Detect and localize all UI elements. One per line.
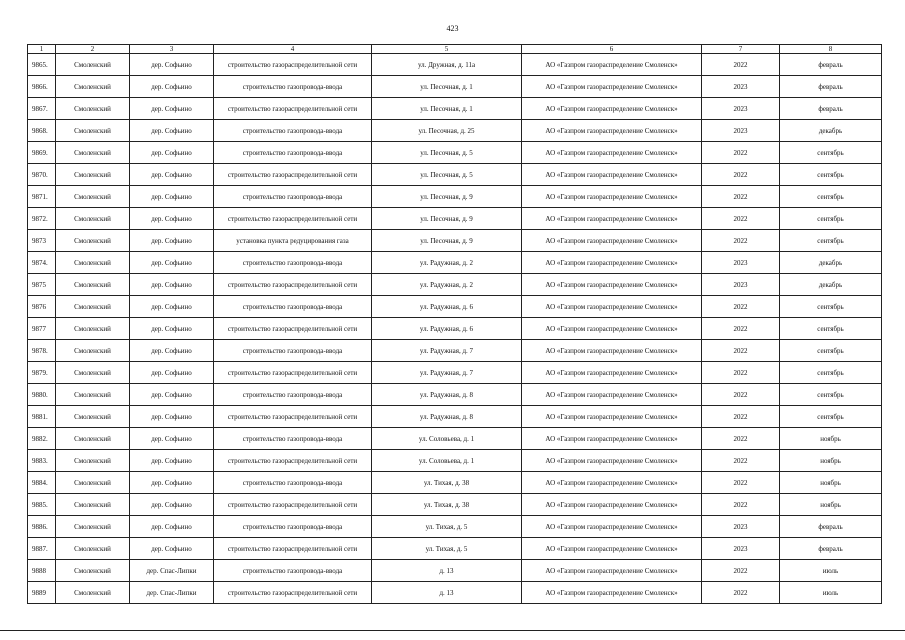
cell-address: ул. Песочная, д. 9 [372, 208, 522, 230]
cell-address: ул. Песочная, д. 9 [372, 186, 522, 208]
cell-settlement: дер. Софьино [130, 340, 214, 362]
cell-work-type: установка пункта редуцирования газа [214, 230, 372, 252]
cell-row-number: 9887. [28, 538, 56, 560]
cell-address: ул. Песочная, д. 9 [372, 230, 522, 252]
cell-year: 2023 [702, 76, 780, 98]
cell-row-number: 9875 [28, 274, 56, 296]
cell-district: Смоленский [56, 208, 130, 230]
cell-organization: АО «Газпром газораспределение Смоленск» [522, 120, 702, 142]
table-row [28, 428, 882, 450]
cell-organization: АО «Газпром газораспределение Смоленск» [522, 252, 702, 274]
table-row [28, 450, 882, 472]
bottom-rule [0, 630, 905, 631]
cell-settlement: дер. Софьино [130, 538, 214, 560]
table-row [28, 98, 882, 120]
cell-organization: АО «Газпром газораспределение Смоленск» [522, 560, 702, 582]
cell-row-number: 9881. [28, 406, 56, 428]
cell-row-number: 9886. [28, 516, 56, 538]
cell-row-number: 9888 [28, 560, 56, 582]
cell-work-type: строительство газораспределительной сети [214, 208, 372, 230]
cell-row-number: 9880. [28, 384, 56, 406]
cell-month: ноябрь [780, 428, 882, 450]
table-row [28, 54, 882, 76]
cell-district: Смоленский [56, 538, 130, 560]
cell-work-type: строительство газораспределительной сети [214, 98, 372, 120]
cell-work-type: строительство газораспределительной сети [214, 164, 372, 186]
table-row [28, 384, 882, 406]
cell-address: ул. Радужная, д. 2 [372, 274, 522, 296]
cell-organization: АО «Газпром газораспределение Смоленск» [522, 54, 702, 76]
cell-row-number: 9874. [28, 252, 56, 274]
cell-year: 2022 [702, 164, 780, 186]
cell-organization: АО «Газпром газораспределение Смоленск» [522, 516, 702, 538]
cell-organization: АО «Газпром газораспределение Смоленск» [522, 164, 702, 186]
cell-year: 2022 [702, 582, 780, 604]
cell-district: Смоленский [56, 318, 130, 340]
cell-month: июль [780, 582, 882, 604]
cell-year: 2022 [702, 296, 780, 318]
cell-district: Смоленский [56, 516, 130, 538]
table-body [28, 54, 882, 604]
table-row [28, 406, 882, 428]
cell-month: сентябрь [780, 384, 882, 406]
cell-organization: АО «Газпром газораспределение Смоленск» [522, 472, 702, 494]
cell-district: Смоленский [56, 186, 130, 208]
cell-settlement: дер. Софьино [130, 428, 214, 450]
cell-address: ул. Радужная, д. 7 [372, 340, 522, 362]
cell-address: ул. Радужная, д. 6 [372, 296, 522, 318]
cell-row-number: 9877 [28, 318, 56, 340]
cell-row-number: 9885. [28, 494, 56, 516]
cell-work-type: строительство газораспределительной сети [214, 318, 372, 340]
cell-district: Смоленский [56, 340, 130, 362]
cell-month: февраль [780, 76, 882, 98]
cell-row-number: 9883. [28, 450, 56, 472]
column-header-6: 6 [522, 45, 702, 54]
cell-settlement: дер. Спас-Липки [130, 582, 214, 604]
cell-settlement: дер. Софьино [130, 494, 214, 516]
cell-month: ноябрь [780, 472, 882, 494]
cell-row-number: 9884. [28, 472, 56, 494]
cell-row-number: 9869. [28, 142, 56, 164]
table-row [28, 538, 882, 560]
cell-organization: АО «Газпром газораспределение Смоленск» [522, 362, 702, 384]
table-header [28, 45, 882, 54]
cell-year: 2022 [702, 362, 780, 384]
cell-settlement: дер. Софьино [130, 120, 214, 142]
cell-district: Смоленский [56, 450, 130, 472]
cell-row-number: 9872. [28, 208, 56, 230]
cell-district: Смоленский [56, 98, 130, 120]
table-row [28, 76, 882, 98]
cell-year: 2022 [702, 186, 780, 208]
cell-work-type: строительство газораспределительной сети [214, 538, 372, 560]
register-table [27, 44, 882, 604]
cell-year: 2022 [702, 428, 780, 450]
table-row [28, 494, 882, 516]
cell-district: Смоленский [56, 120, 130, 142]
cell-address: ул. Радужная, д. 8 [372, 406, 522, 428]
cell-month: декабрь [780, 120, 882, 142]
cell-organization: АО «Газпром газораспределение Смоленск» [522, 142, 702, 164]
cell-settlement: дер. Спас-Липки [130, 560, 214, 582]
column-header-2: 2 [56, 45, 130, 54]
cell-work-type: строительство газопровода-ввода [214, 384, 372, 406]
cell-year: 2022 [702, 54, 780, 76]
cell-organization: АО «Газпром газораспределение Смоленск» [522, 208, 702, 230]
cell-row-number: 9868. [28, 120, 56, 142]
column-header-8: 8 [780, 45, 882, 54]
cell-settlement: дер. Софьино [130, 296, 214, 318]
cell-district: Смоленский [56, 406, 130, 428]
cell-year: 2022 [702, 560, 780, 582]
cell-month: ноябрь [780, 450, 882, 472]
table-row [28, 142, 882, 164]
cell-address: ул. Тихая, д. 5 [372, 516, 522, 538]
cell-work-type: строительство газораспределительной сети [214, 450, 372, 472]
cell-district: Смоленский [56, 472, 130, 494]
cell-work-type: строительство газораспределительной сети [214, 582, 372, 604]
cell-district: Смоленский [56, 230, 130, 252]
cell-row-number: 9867. [28, 98, 56, 120]
cell-month: ноябрь [780, 494, 882, 516]
cell-month: сентябрь [780, 164, 882, 186]
cell-month: сентябрь [780, 208, 882, 230]
cell-settlement: дер. Софьино [130, 362, 214, 384]
table-row [28, 516, 882, 538]
cell-settlement: дер. Софьино [130, 252, 214, 274]
cell-year: 2023 [702, 516, 780, 538]
cell-row-number: 9871. [28, 186, 56, 208]
table-row [28, 252, 882, 274]
cell-organization: АО «Газпром газораспределение Смоленск» [522, 296, 702, 318]
cell-settlement: дер. Софьино [130, 54, 214, 76]
cell-organization: АО «Газпром газораспределение Смоленск» [522, 274, 702, 296]
cell-work-type: строительство газопровода-ввода [214, 472, 372, 494]
cell-address: ул. Тихая, д. 5 [372, 538, 522, 560]
cell-month: сентябрь [780, 406, 882, 428]
cell-organization: АО «Газпром газораспределение Смоленск» [522, 450, 702, 472]
cell-address: ул. Радужная, д. 7 [372, 362, 522, 384]
cell-district: Смоленский [56, 142, 130, 164]
column-header-1: 1 [28, 45, 56, 54]
cell-year: 2022 [702, 340, 780, 362]
cell-work-type: строительство газопровода-ввода [214, 76, 372, 98]
cell-organization: АО «Газпром газораспределение Смоленск» [522, 384, 702, 406]
table-row [28, 582, 882, 604]
cell-month: сентябрь [780, 186, 882, 208]
cell-row-number: 9878. [28, 340, 56, 362]
cell-work-type: строительство газопровода-ввода [214, 428, 372, 450]
cell-settlement: дер. Софьино [130, 186, 214, 208]
cell-work-type: строительство газораспределительной сети [214, 362, 372, 384]
cell-row-number: 9866. [28, 76, 56, 98]
column-header-7: 7 [702, 45, 780, 54]
cell-address: ул. Песочная, д. 1 [372, 98, 522, 120]
cell-month: сентябрь [780, 340, 882, 362]
page-number: 423 [446, 24, 459, 33]
cell-address: ул. Песочная, д. 1 [372, 76, 522, 98]
column-header-4: 4 [214, 45, 372, 54]
cell-organization: АО «Газпром газораспределение Смоленск» [522, 494, 702, 516]
table-row [28, 560, 882, 582]
cell-work-type: строительство газораспределительной сети [214, 406, 372, 428]
cell-address: ул. Тихая, д. 38 [372, 494, 522, 516]
cell-month: июль [780, 560, 882, 582]
cell-row-number: 9889 [28, 582, 56, 604]
cell-month: сентябрь [780, 142, 882, 164]
cell-work-type: строительство газораспределительной сети [214, 274, 372, 296]
cell-settlement: дер. Софьино [130, 76, 214, 98]
column-header-3: 3 [130, 45, 214, 54]
cell-row-number: 9865. [28, 54, 56, 76]
cell-year: 2022 [702, 450, 780, 472]
cell-settlement: дер. Софьино [130, 472, 214, 494]
cell-address: ул. Соловьева, д. 1 [372, 428, 522, 450]
cell-row-number: 9876 [28, 296, 56, 318]
cell-year: 2023 [702, 252, 780, 274]
cell-row-number: 9882. [28, 428, 56, 450]
cell-organization: АО «Газпром газораспределение Смоленск» [522, 340, 702, 362]
cell-work-type: строительство газораспределительной сети [214, 54, 372, 76]
cell-address: д. 13 [372, 582, 522, 604]
cell-district: Смоленский [56, 54, 130, 76]
table-row [28, 230, 882, 252]
cell-district: Смоленский [56, 582, 130, 604]
cell-settlement: дер. Софьино [130, 516, 214, 538]
cell-organization: АО «Газпром газораспределение Смоленск» [522, 318, 702, 340]
cell-district: Смоленский [56, 560, 130, 582]
cell-year: 2022 [702, 472, 780, 494]
cell-organization: АО «Газпром газораспределение Смоленск» [522, 406, 702, 428]
cell-year: 2022 [702, 406, 780, 428]
table-row [28, 472, 882, 494]
cell-organization: АО «Газпром газораспределение Смоленск» [522, 582, 702, 604]
cell-work-type: строительство газопровода-ввода [214, 142, 372, 164]
cell-district: Смоленский [56, 76, 130, 98]
cell-work-type: строительство газопровода-ввода [214, 120, 372, 142]
cell-address: ул. Радужная, д. 6 [372, 318, 522, 340]
cell-settlement: дер. Софьино [130, 142, 214, 164]
cell-settlement: дер. Софьино [130, 318, 214, 340]
cell-district: Смоленский [56, 384, 130, 406]
cell-organization: АО «Газпром газораспределение Смоленск» [522, 230, 702, 252]
cell-month: сентябрь [780, 318, 882, 340]
cell-month: февраль [780, 98, 882, 120]
cell-address: ул. Песочная, д. 5 [372, 164, 522, 186]
cell-settlement: дер. Софьино [130, 98, 214, 120]
header-row [28, 45, 882, 54]
cell-settlement: дер. Софьино [130, 164, 214, 186]
cell-month: сентябрь [780, 362, 882, 384]
cell-month: сентябрь [780, 230, 882, 252]
cell-row-number: 9873 [28, 230, 56, 252]
cell-address: ул. Дружная, д. 11а [372, 54, 522, 76]
table-row [28, 296, 882, 318]
cell-work-type: строительство газопровода-ввода [214, 560, 372, 582]
table-row [28, 340, 882, 362]
cell-district: Смоленский [56, 428, 130, 450]
cell-organization: АО «Газпром газораспределение Смоленск» [522, 428, 702, 450]
cell-year: 2023 [702, 538, 780, 560]
cell-month: декабрь [780, 252, 882, 274]
cell-row-number: 9879. [28, 362, 56, 384]
cell-district: Смоленский [56, 252, 130, 274]
cell-organization: АО «Газпром газораспределение Смоленск» [522, 186, 702, 208]
cell-settlement: дер. Софьино [130, 384, 214, 406]
column-header-5: 5 [372, 45, 522, 54]
table-row [28, 120, 882, 142]
table-row [28, 274, 882, 296]
cell-settlement: дер. Софьино [130, 230, 214, 252]
cell-address: ул. Тихая, д. 38 [372, 472, 522, 494]
cell-work-type: строительство газораспределительной сети [214, 494, 372, 516]
cell-year: 2022 [702, 494, 780, 516]
cell-district: Смоленский [56, 296, 130, 318]
cell-year: 2022 [702, 142, 780, 164]
cell-address: ул. Соловьева, д. 1 [372, 450, 522, 472]
cell-district: Смоленский [56, 274, 130, 296]
cell-district: Смоленский [56, 164, 130, 186]
table-row [28, 318, 882, 340]
cell-settlement: дер. Софьино [130, 450, 214, 472]
cell-organization: АО «Газпром газораспределение Смоленск» [522, 76, 702, 98]
cell-district: Смоленский [56, 494, 130, 516]
cell-settlement: дер. Софьино [130, 208, 214, 230]
cell-work-type: строительство газопровода-ввода [214, 340, 372, 362]
cell-year: 2023 [702, 98, 780, 120]
cell-settlement: дер. Софьино [130, 406, 214, 428]
cell-month: декабрь [780, 274, 882, 296]
cell-work-type: строительство газопровода-ввода [214, 252, 372, 274]
cell-year: 2023 [702, 274, 780, 296]
table-row [28, 186, 882, 208]
cell-address: ул. Песочная, д. 25 [372, 120, 522, 142]
table-row [28, 362, 882, 384]
cell-month: сентябрь [780, 296, 882, 318]
cell-address: д. 13 [372, 560, 522, 582]
cell-month: февраль [780, 538, 882, 560]
cell-year: 2022 [702, 318, 780, 340]
cell-address: ул. Радужная, д. 8 [372, 384, 522, 406]
cell-year: 2023 [702, 120, 780, 142]
cell-row-number: 9870. [28, 164, 56, 186]
cell-year: 2022 [702, 384, 780, 406]
cell-year: 2022 [702, 230, 780, 252]
cell-address: ул. Песочная, д. 5 [372, 142, 522, 164]
cell-work-type: строительство газопровода-ввода [214, 186, 372, 208]
cell-organization: АО «Газпром газораспределение Смоленск» [522, 538, 702, 560]
cell-month: февраль [780, 54, 882, 76]
cell-month: февраль [780, 516, 882, 538]
cell-district: Смоленский [56, 362, 130, 384]
cell-organization: АО «Газпром газораспределение Смоленск» [522, 98, 702, 120]
cell-year: 2022 [702, 208, 780, 230]
table-row [28, 164, 882, 186]
cell-address: ул. Радужная, д. 2 [372, 252, 522, 274]
cell-work-type: строительство газопровода-ввода [214, 516, 372, 538]
cell-work-type: строительство газопровода-ввода [214, 296, 372, 318]
cell-settlement: дер. Софьино [130, 274, 214, 296]
table-row [28, 208, 882, 230]
